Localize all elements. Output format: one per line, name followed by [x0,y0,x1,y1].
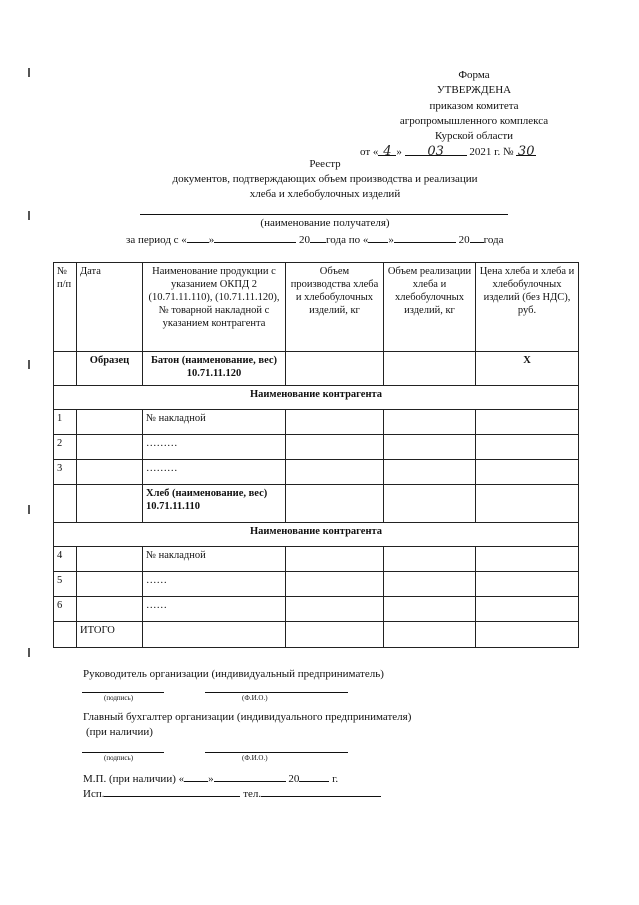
sample-price: X [476,352,579,386]
period-day-to [368,231,388,243]
acc-name-caption: (Ф.И.О.) [242,754,268,762]
period-quote: » [208,234,215,246]
binder-mark [28,505,30,514]
bread-row [54,485,579,523]
acc-sign-line [82,752,164,753]
cell [476,572,579,597]
row-text: ……… [143,460,286,485]
title-registry: Реестр [309,158,341,170]
period-year-suffix: года [483,234,504,246]
date-prefix: от « [360,146,379,158]
cell [286,352,384,386]
sample-row [54,352,579,386]
period-line [126,231,504,246]
sample-label: Образец [77,352,143,386]
binder-mark [28,648,30,657]
head-sign-caption: (подпись) [104,694,134,702]
cell [384,460,476,485]
acc-name-line [205,752,348,753]
approved-label: УТВЕРЖДЕНА [436,84,512,96]
th-product: Наименование продукции с указанием ОКПД 2 (10.71.11.110), (10.71.11.120), № товарной накладной с указанием контрагента [143,263,286,352]
period-year-from [310,231,326,243]
cell [286,597,384,622]
row-text: …… [143,597,286,622]
cell [384,547,476,572]
date-mid: » [396,146,402,158]
row-text: № накладной [143,410,286,435]
cell [286,622,384,648]
th-sales: Объем реализации хлеба и хлебобулочных изделий, кг [384,263,476,352]
accountant-label: Главный бухгалтер организации (индивидуального предпринимателя) [83,711,412,723]
binder-mark [28,360,30,369]
cell [143,622,286,648]
cell [476,410,579,435]
cell [384,622,476,648]
stamp-month [214,770,286,782]
stamp-close: » [208,773,214,785]
period-year-to [470,231,484,243]
order-label: приказом комитета [429,100,519,112]
row-num: 2 [54,435,77,460]
bread-product: Хлеб (наименование, вес) 10.71.11.110 [143,485,286,523]
th-production: Объем производства хлеба и хлебобулочных изделий, кг [286,263,384,352]
head-name-caption: (Ф.И.О.) [242,694,268,702]
stamp-year-prefix: 20 [288,773,300,785]
cell [476,485,579,523]
table-row [54,460,579,485]
row-num: 5 [54,572,77,597]
cell [384,572,476,597]
accountant-note: (при наличии) [86,726,153,738]
period-day-from [187,231,209,243]
registry-table [53,262,579,648]
table-row [54,597,579,622]
cell [77,485,143,523]
cell [286,572,384,597]
cell [286,547,384,572]
order-month: 03 [405,144,467,156]
period-month-from [214,231,296,243]
cell [476,597,579,622]
head-label: Руководитель организации (индивидуальный предприниматель) [83,668,384,680]
cell [384,410,476,435]
cell [54,622,77,648]
row-text: …… [143,572,286,597]
cell [77,460,143,485]
cell [476,435,579,460]
cell [476,547,579,572]
form-label: Форма [458,69,490,81]
cell [384,352,476,386]
period-year-prefix: 20 [299,234,311,246]
stamp-line [83,770,338,785]
head-sign-line [82,692,164,693]
recipient-caption: (наименование получателя) [260,217,390,229]
period-prefix: за период с « [126,234,187,246]
cell [54,485,77,523]
row-num: 4 [54,547,77,572]
sample-product: Батон (наименование, вес) 10.71.11.120 [143,352,286,386]
cell [54,352,77,386]
section-row [54,523,579,547]
cell [286,435,384,460]
head-name-line [205,692,348,693]
cell [286,460,384,485]
section-contractor-2: Наименование контрагента [54,523,579,547]
phone-label: тел. [243,788,262,800]
stamp-day [184,770,208,782]
th-date: Дата [77,263,143,352]
cell [77,572,143,597]
period-quote2: » [388,234,394,246]
section-row [54,386,579,410]
row-num: 3 [54,460,77,485]
total-label: ИТОГО [77,622,143,648]
section-contractor-1: Наименование контрагента [54,386,579,410]
cell [77,435,143,460]
row-num: 1 [54,410,77,435]
period-to-text: года по « [326,234,369,246]
header-row [54,263,579,352]
cell [77,410,143,435]
total-row [54,622,579,648]
executor-label: Исп. [83,788,105,800]
row-text: № накладной [143,547,286,572]
stamp-g: г. [332,773,339,785]
table-row [54,547,579,572]
executor-line [83,785,381,800]
committee-label: агропромышленного комплекса [399,115,549,127]
cell [77,547,143,572]
acc-sign-caption: (подпись) [104,754,134,762]
cell [384,485,476,523]
period-month-to [394,231,456,243]
cell [77,597,143,622]
cell [286,410,384,435]
stamp-prefix: М.П. (при наличии) « [83,773,185,785]
cell [384,435,476,460]
phone-field [261,785,381,797]
region-label: Курской области [434,130,514,142]
cell [384,597,476,622]
order-date [360,144,536,158]
order-year-text: 2021 г. № [469,146,514,158]
order-day: 4 [378,144,396,156]
title-line2: документов, подтверждающих объем производства и реализации [172,173,478,185]
table-row [54,410,579,435]
binder-mark [28,68,30,77]
th-price: Цена хлеба и хлеба и хлебобулочных изделий (без НДС), руб. [476,263,579,352]
row-num: 6 [54,597,77,622]
stamp-year [299,770,329,782]
row-text: ……… [143,435,286,460]
table-row [54,435,579,460]
table-row [54,572,579,597]
th-num: № п/п [54,263,77,352]
order-number: 30 [517,144,535,159]
cell [476,460,579,485]
recipient-line [140,214,508,215]
title-line3: хлеба и хлебобулочных изделий [249,188,401,200]
period-year-prefix2: 20 [458,234,470,246]
cell [476,622,579,648]
executor-field [104,785,240,797]
cell [286,485,384,523]
